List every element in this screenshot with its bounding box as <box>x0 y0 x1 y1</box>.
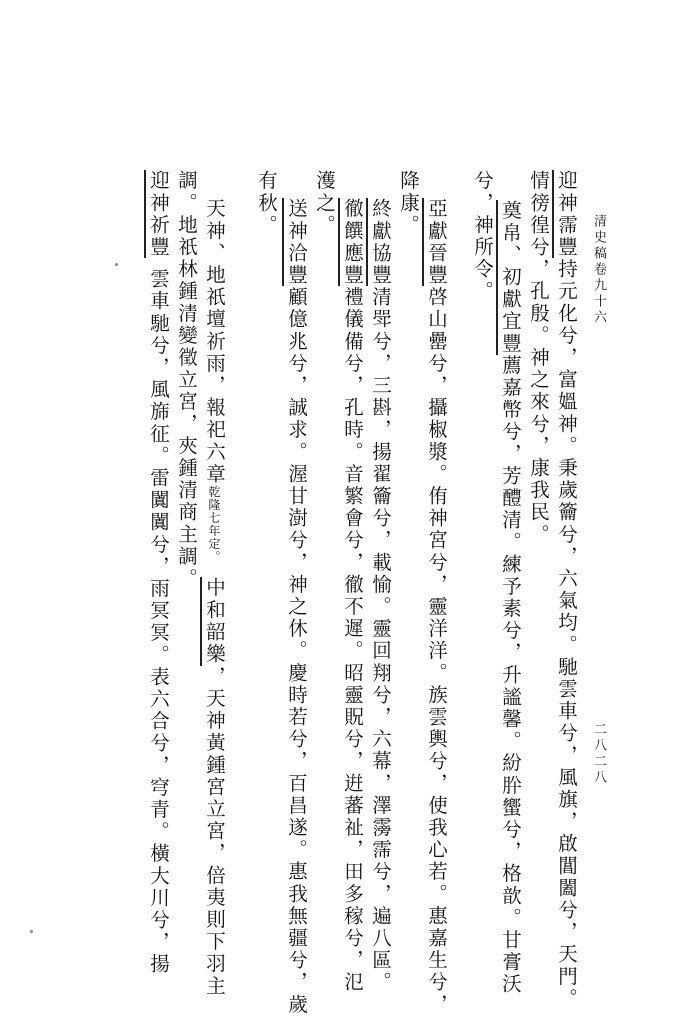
text-column <box>423 198 449 1016</box>
column-text: 啓山罍兮，攝椒漿。侑神宮兮，靈洋洋。族雲輿兮，使我心若。惠嘉生兮， <box>425 286 448 1016</box>
column-text: 清斝兮，三斟，揚翟籥兮，載愉。靈回翔兮，六幕，澤霶霈兮，遍八區。 <box>369 286 392 994</box>
column-text: 天神、地祇壇祈雨，報祀六章 <box>203 198 226 486</box>
piece-title: 奠帛、初獻宜豐 <box>496 200 522 355</box>
column-text: 濩之。 <box>313 170 336 237</box>
scan-speck <box>30 930 33 933</box>
text-column <box>311 170 337 236</box>
piece-title: 迎神霈豐 <box>552 170 578 258</box>
column-text: 有秋。 <box>255 170 278 237</box>
page-number: 二八二八 <box>591 722 606 786</box>
piece-title: 亞獻晉豐 <box>422 198 448 286</box>
text-column <box>173 170 199 590</box>
text-column <box>283 198 309 1016</box>
text-column <box>525 170 551 546</box>
piece-title: 終獻協豐 <box>366 198 392 286</box>
text-column <box>469 170 495 303</box>
text-column <box>553 170 579 1010</box>
piece-title: 中和韶樂 <box>200 577 226 665</box>
column-text: 調。地祇林鍾清變徵立宮，夾鍾清商主調。 <box>175 170 198 590</box>
column-text: 持元化兮，富媼神。秉歲籥兮，六氣均。馳雲車兮，風旗，啟閶闔兮，天門。 <box>555 258 578 1010</box>
text-column <box>145 170 171 976</box>
text-column <box>339 198 365 994</box>
column-text: 降康。 <box>397 170 420 237</box>
text-column <box>367 198 393 994</box>
column-text: 禮儀備兮，孔時。音繁會兮，徹不遲。昭靈貺兮，逬蕃祉，田多稼兮，氾 <box>341 286 364 994</box>
piece-title: 徹饌應豐 <box>338 198 364 286</box>
column-text: 兮，神所令。 <box>471 170 494 303</box>
book-title: 清史稿卷九十六 <box>591 214 606 326</box>
scan-speck <box>115 263 118 266</box>
piece-title: 送神洽豐 <box>282 198 308 286</box>
piece-title: 迎神祈豐 <box>144 170 170 258</box>
text-column <box>201 198 227 997</box>
column-text: 顧億兆兮，誠求。渥甘澍兮，神之休。慶時若兮，百昌遂。惠我無疆兮，歲 <box>285 286 308 1016</box>
column-text: 薦嘉幣兮，芳醴清。練予素兮，升謐馨。紛肸蠁兮，格歆。甘膏沃 <box>499 354 522 996</box>
column-text: 情徬徨兮，孔殷。神之來兮，康我民。 <box>527 170 550 546</box>
text-column <box>253 170 279 236</box>
column-text: 雲車馳兮，風旆征。雷闐闐兮，雨冥冥。表六合兮，穹青。橫大川兮，揚 <box>147 268 170 976</box>
column-text: ，天神黃鍾宮立宮，倍夷則下羽主 <box>203 665 226 998</box>
text-column <box>395 170 421 236</box>
text-column <box>497 170 523 996</box>
date-note: 乾隆七年定。 <box>207 485 221 564</box>
